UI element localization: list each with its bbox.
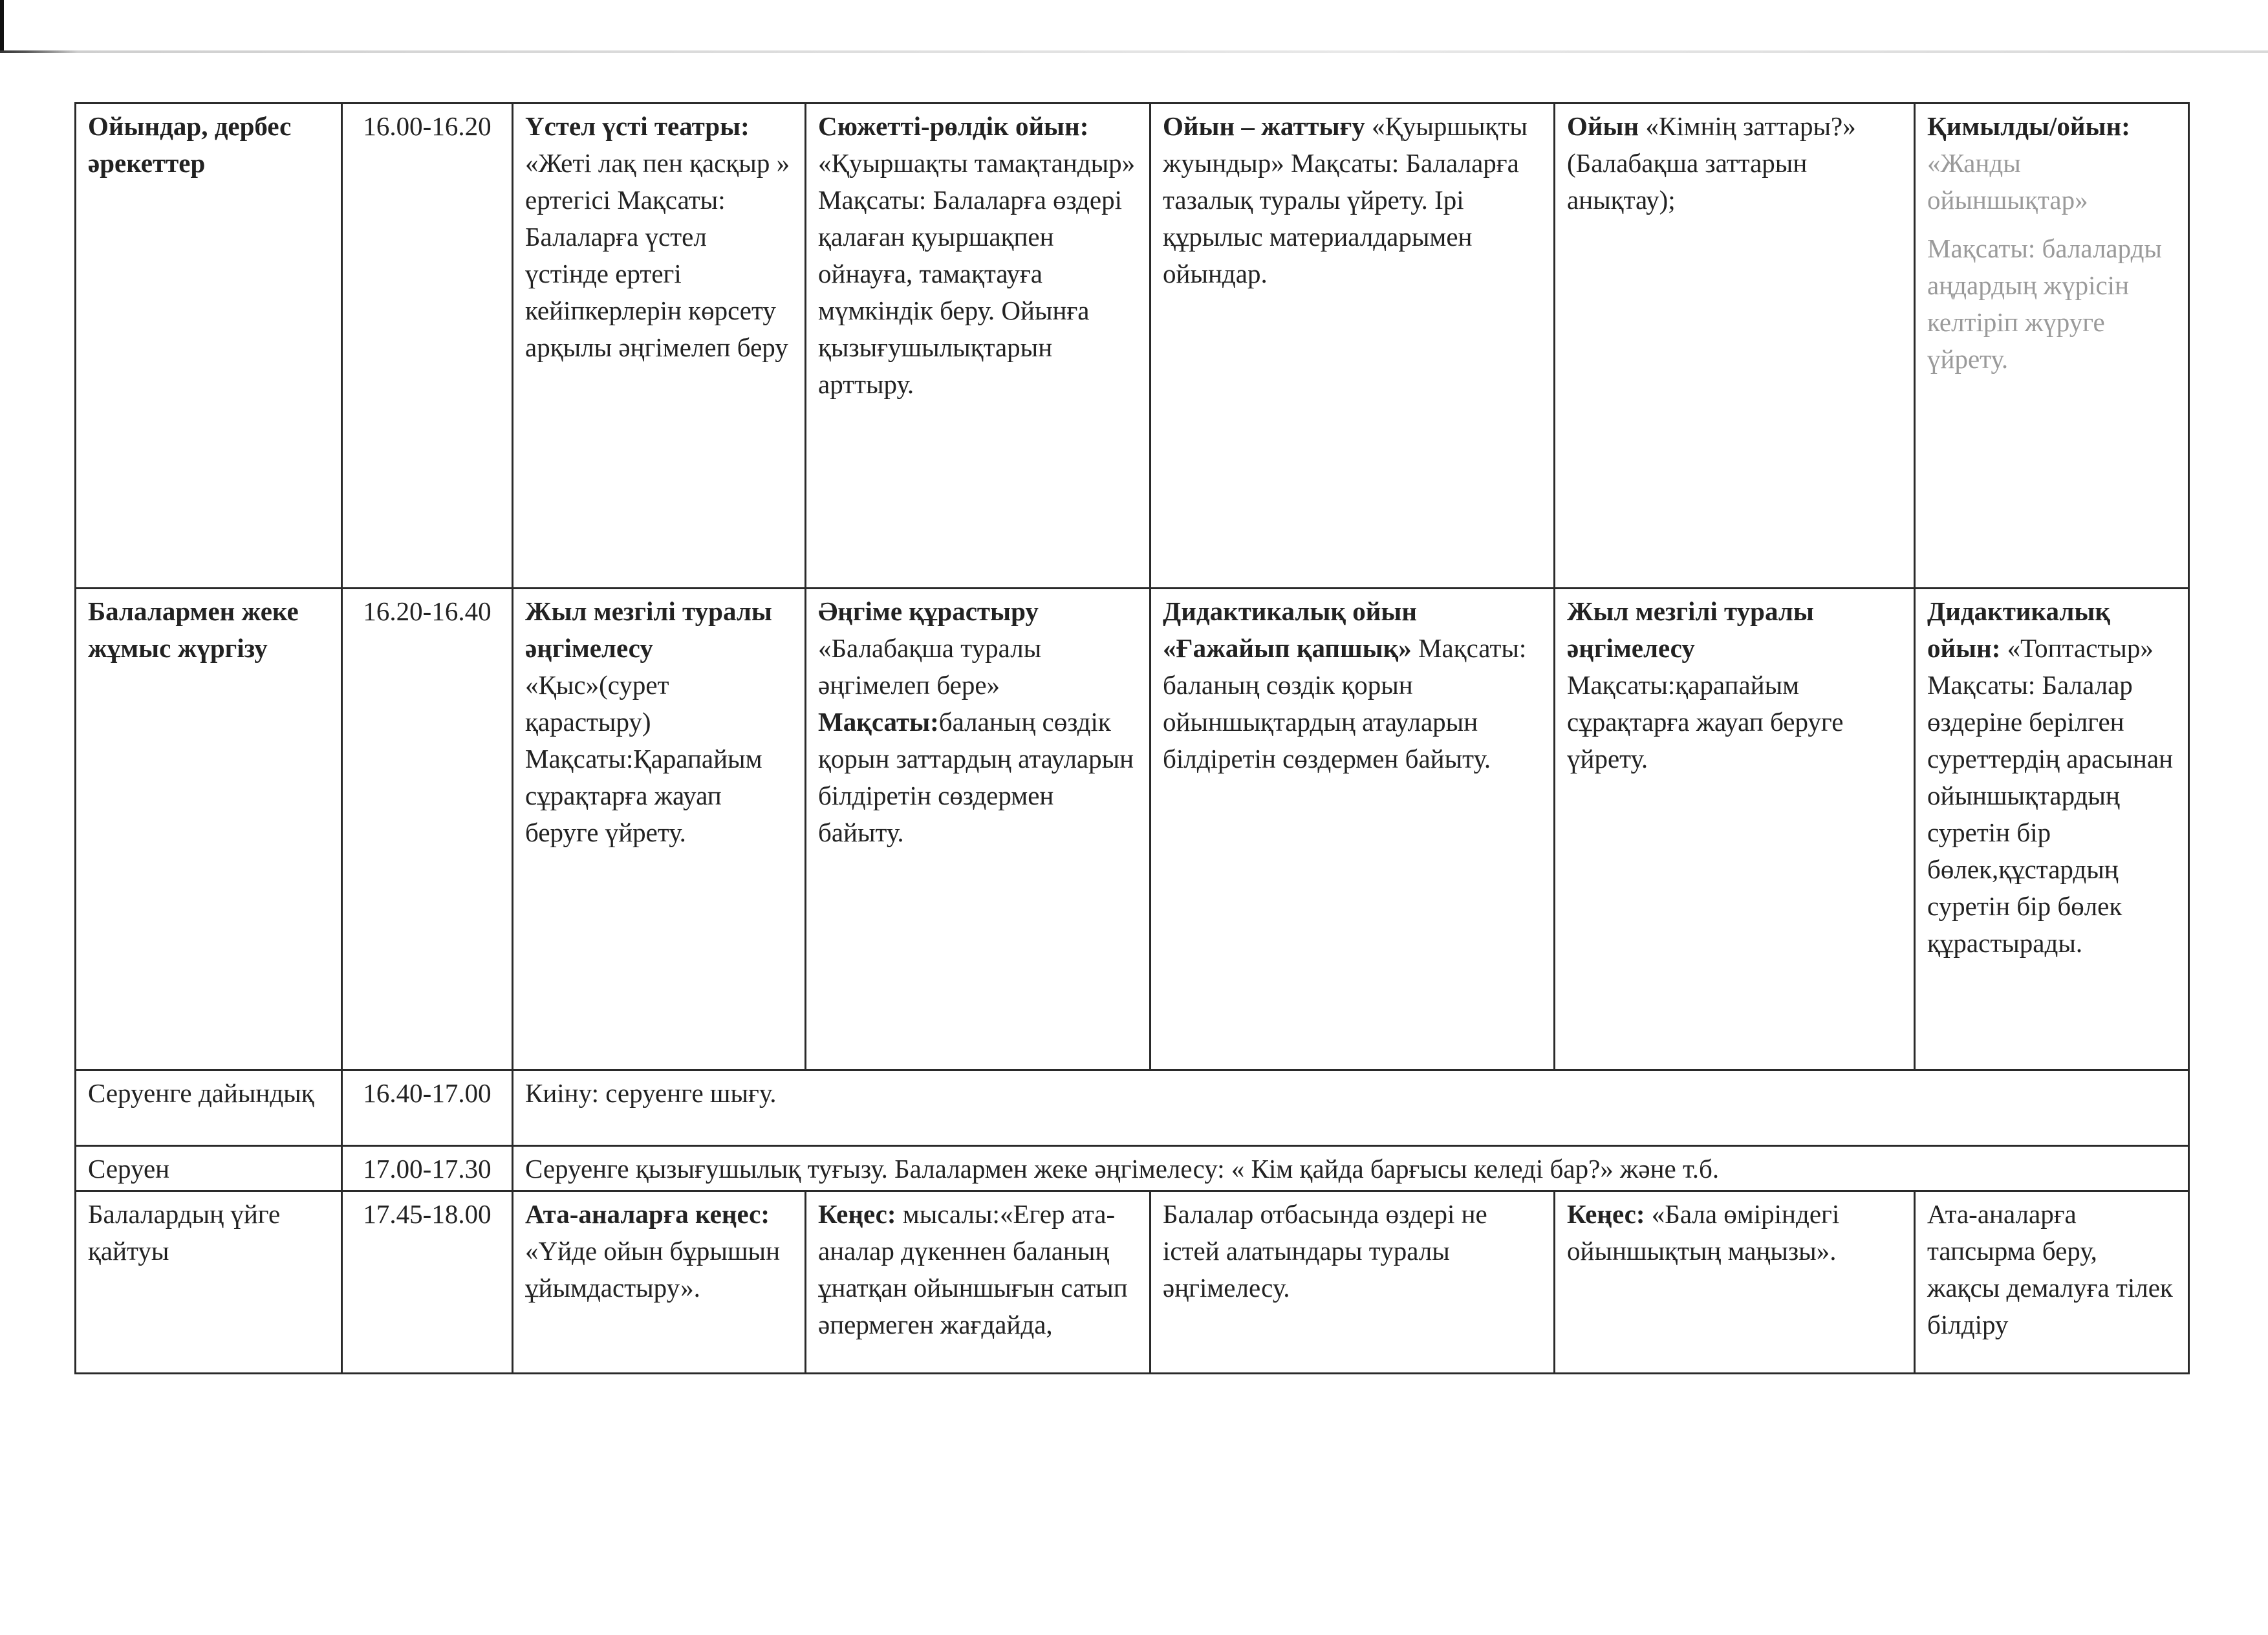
day-cell — [1915, 103, 2189, 589]
cell-title: Ата-аналарға кеңес: — [525, 1199, 770, 1229]
cell-text: Балалар отбасында өздері не істей алатындары туралы әңгімелесу. — [1163, 1199, 1487, 1303]
day-cell — [1555, 589, 1915, 1070]
scan-top-line — [0, 50, 2268, 53]
daily-plan-table — [74, 102, 2190, 1374]
day-cell — [1150, 103, 1555, 589]
cell-text-goal: баланың сөздік қорын заттардың атауларын білдіретін сөздермен байыту. — [818, 707, 1134, 847]
day-cell — [1915, 589, 2189, 1070]
time-cell: 17.45-18.00 — [342, 1191, 513, 1374]
cell-text: Ата-аналарға тапсырма беру, жақсы демалуға тілек білдіру — [1927, 1199, 2173, 1339]
cell-title: Жыл мезгілі туралы әңгімелесу — [1567, 596, 1814, 663]
activity-cell: Ойындар, дербес әрекеттер — [76, 103, 342, 589]
cell-text: Мақсаты: баланың сөздік қорын ойыншықтардың атауларын білдіретін сөздермен байыту. — [1163, 633, 1527, 774]
cell-text: «Қуыршықты жуындыр» Мақсаты: Балаларға тазалық туралы үйрету. Ірі құрылыс материалдарымен ойындар. — [1163, 111, 1528, 288]
merged-cell: Серуенге қызығушылық туғызу. Балалармен жеке әңгімелесу: « Кім қайда барғысы келеді бар?» және т.б. — [513, 1146, 2189, 1191]
day-cell — [513, 1191, 806, 1374]
cell-title: Үстел үсті театры: — [525, 111, 750, 141]
day-cell — [1555, 1191, 1915, 1374]
cell-text: «Үйде ойын бұрышын ұйымдастыру». — [525, 1236, 781, 1303]
cell-title: Дидактикалық ойын: — [1927, 596, 2110, 663]
merged-cell: Киіну: серуенге шығу. — [513, 1070, 2189, 1146]
cell-text: Мақсаты:қарапайым сұрақтарға жауап беруге үйрету. — [1567, 670, 1844, 774]
cell-text-goal: Мақсаты: балаларды аңдардың жүрісін келтіріп жүруге үйрету. — [1927, 233, 2162, 374]
day-cell — [1555, 103, 1915, 589]
time-cell: 16.40-17.00 — [342, 1070, 513, 1146]
cell-text: «Кімнің заттары?» (Балабақша заттарын анықтау); — [1567, 111, 1856, 215]
day-cell — [513, 103, 806, 589]
time-cell: 17.00-17.30 — [342, 1146, 513, 1191]
cell-title: Кеңес: — [1567, 1199, 1645, 1229]
day-cell — [806, 103, 1150, 589]
cell-text: «Жеті лақ пен қасқыр » ертегісі Мақсаты: Балаларға үстел үстінде ертегі кейіпкерлерін көрсету арқылы әңгімелеп беру — [525, 148, 790, 362]
activity-cell: Серуенге дайындық — [76, 1070, 342, 1146]
cell-text: «Қыс»(сурет қарастыру) Мақсаты:Қарапайым сұрақтарға жауап беруге үйрету. — [525, 670, 762, 847]
cell-title: Кеңес: — [818, 1199, 896, 1229]
cell-label: Мақсаты: — [818, 707, 939, 737]
cell-title: Ойын — [1567, 111, 1639, 141]
time-cell: 16.20-16.40 — [342, 589, 513, 1070]
cell-title: Әңгіме құрастыру — [818, 596, 1039, 626]
day-cell — [513, 589, 806, 1070]
cell-title: Жыл мезгілі туралы әңгімелесу — [525, 596, 772, 663]
cell-title: Дидактикалық ойын «Ғажайып қапшық» — [1163, 596, 1417, 663]
table-row — [76, 1070, 2189, 1146]
activity-cell: Балалармен жеке жұмыс жүргізу — [76, 589, 342, 1070]
cell-title: Сюжетті-рөлдік ойын: — [818, 111, 1089, 141]
table-row — [76, 1191, 2189, 1374]
cell-text: мысалы:«Егер ата-аналар дүкеннен баланың ұнатқан ойыншығын сатып әпермеген жағдайда, — [818, 1199, 1128, 1339]
time-cell: 16.00-16.20 — [342, 103, 513, 589]
day-cell — [1150, 589, 1555, 1070]
activity-cell: Серуен — [76, 1146, 342, 1191]
cell-text: «Бала өміріндегі ойыншықтың маңызы». — [1567, 1199, 1840, 1266]
cell-title: Қимылды/ойын: — [1927, 111, 2130, 141]
cell-text: «Топтастыр» Мақсаты: Балалар өздеріне берілген суреттердің арасынан ойыншықтардың суретін бір бөлек,құстардың суретін бір бөлек құрастырады. — [1927, 633, 2174, 958]
scan-edge — [0, 0, 4, 52]
table-row — [76, 589, 2189, 1070]
day-cell — [1150, 1191, 1555, 1374]
cell-title: Ойын – жаттығу — [1163, 111, 1365, 141]
table-row — [76, 1146, 2189, 1191]
day-cell — [806, 1191, 1150, 1374]
day-cell — [1915, 1191, 2189, 1374]
cell-text: «Жанды ойыншықтар» — [1927, 148, 2088, 215]
table-row — [76, 103, 2189, 589]
cell-text: «Қуыршақты тамақтандыр» Мақсаты: Балаларға өздері қалаған қуыршақпен ойнауға, тамақтауға мүмкіндік беру. Ойынға қызығушылықтарын арттыру. — [818, 148, 1136, 399]
activity-cell: Балалардың үйге қайтуы — [76, 1191, 342, 1374]
day-cell — [806, 589, 1150, 1070]
cell-text: «Балабақша туралы әңгімелеп бере» — [818, 633, 1042, 700]
